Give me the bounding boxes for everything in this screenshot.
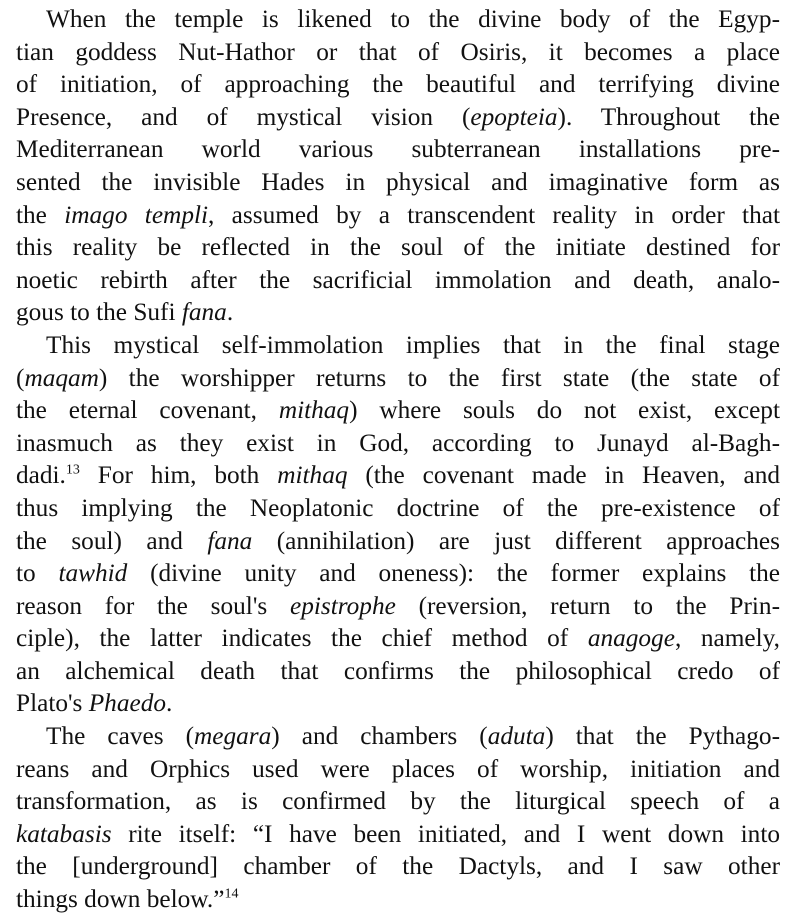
paragraph-2 bbox=[16, 329, 780, 720]
text-line: sented the invisible Hades in physical and imaginative form as bbox=[16, 167, 780, 196]
text-line: When the temple is likened to the divine body of the Egyp- bbox=[46, 5, 780, 33]
text-line: inasmuch as they exist in God, according to Junayd al-Bagh- bbox=[16, 428, 780, 457]
text-line: this reality be reflected in the soul of the initiate destined for bbox=[16, 233, 780, 262]
text-line: things down below.”$^{14}$ bbox=[16, 885, 239, 914]
text-line: the imago templi, assumed by a transcendent reality in order that bbox=[16, 200, 780, 229]
paragraph-1 bbox=[16, 0, 780, 329]
text-line: an alchemical death that confirms the philosophical credo of bbox=[16, 656, 780, 685]
text-line: thus implying the Neoplatonic doctrine of the pre-existence of bbox=[16, 493, 780, 522]
text-line: gous to the Sufi fana. bbox=[16, 298, 234, 327]
text-line: This mystical self-immolation implies that in the final stage bbox=[46, 330, 780, 359]
text-line: dadi.$^{13}$ For him, both mithaq (the covenant made in Heaven, and bbox=[16, 461, 780, 490]
paragraph-3 bbox=[16, 720, 780, 916]
text-line: the [underground] chamber of the Dactyls, and I saw other bbox=[16, 852, 780, 881]
text-line: tian goddess Nut-Hathor or that of Osiris, it becomes a place bbox=[16, 37, 780, 66]
text-line: katabasis rite itself: “I have been initiated, and I went down into bbox=[16, 819, 780, 848]
text-line: transformation, as is confirmed by the liturgical speech of a bbox=[16, 787, 780, 816]
text-line: reans and Orphics used were places of worship, initiation and bbox=[16, 754, 780, 783]
text-line: the eternal covenant, mithaq) where souls do not exist, except bbox=[16, 396, 780, 425]
text-line: ciple), the latter indicates the chief method of anagoge, namely, bbox=[16, 624, 780, 653]
text-line: the soul) and fana (annihilation) are just different approaches bbox=[16, 526, 780, 555]
text-line: The caves (megara) and chambers (aduta) that the Pythago- bbox=[46, 722, 780, 751]
text-line: reason for the soul's epistrophe (reversion, return to the Prin- bbox=[16, 591, 780, 620]
text-line: Plato's Phaedo. bbox=[16, 689, 173, 718]
text-line: Mediterranean world various subterranean installations pre- bbox=[16, 135, 780, 164]
text-line: of initiation, of approaching the beautiful and terrifying divine bbox=[16, 70, 780, 99]
text-line: (maqam) the worshipper returns to the first state (the state of bbox=[16, 363, 780, 392]
text-line: noetic rebirth after the sacrificial immolation and death, analo- bbox=[16, 265, 780, 294]
text-line: Presence, and of mystical vision (epopteia). Throughout the bbox=[16, 102, 780, 131]
text-line: to tawhid (divine unity and oneness): the former explains the bbox=[16, 559, 780, 588]
document-page bbox=[16, 0, 780, 916]
